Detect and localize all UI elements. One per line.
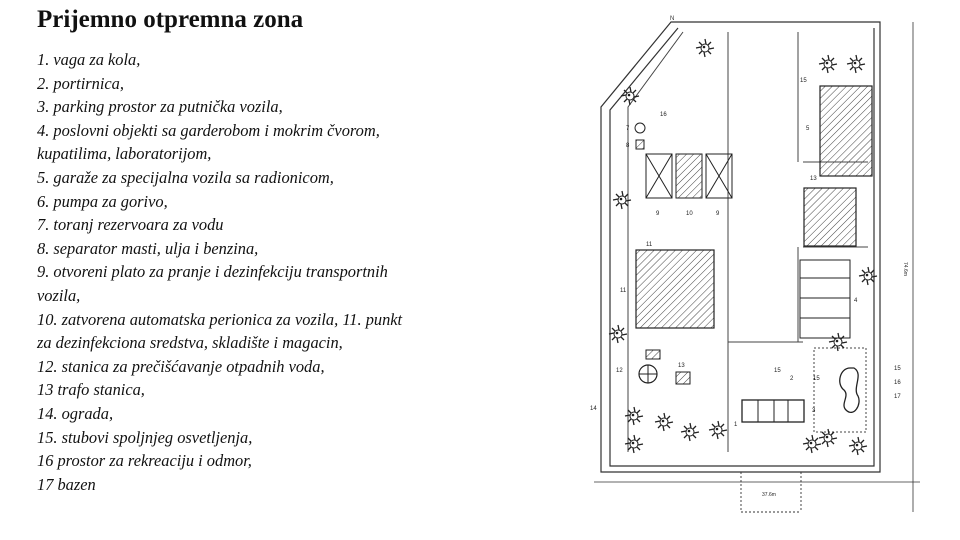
legend-item: 16 prostor za rekreaciju i odmor, — [37, 451, 252, 471]
legend-item: 13 trafo stanica, — [37, 380, 145, 400]
label-15-top: 15 — [800, 78, 807, 84]
building-garages-5 — [820, 86, 872, 176]
legend-item: 1. vaga za kola, — [37, 50, 141, 69]
label-11-a: 11 — [646, 242, 653, 248]
legend-item: 12. stanica za prečišćavanje otpadnih voda, — [37, 356, 325, 376]
label-3: 3 — [812, 408, 816, 414]
legend-item: vozila, — [37, 285, 81, 305]
label-7: 7 — [626, 126, 630, 132]
north-mark: N — [670, 16, 675, 22]
page-title: Prijemno otpremna zona — [37, 6, 304, 33]
building-storage-11 — [636, 250, 714, 328]
label-5-top: 5 — [806, 126, 810, 132]
recreation-area-16 — [814, 348, 866, 432]
legend-item: 4. poslovni objekti sa garderobom i mokrim čvorom, — [37, 120, 380, 140]
legend-item: 10. zatvorena automatska perionica za vozila, 11. punkt — [37, 309, 403, 329]
label-10: 10 — [686, 211, 693, 217]
legend-item: kupatilima, laboratorijom, — [37, 144, 212, 164]
label-11-b: 11 — [620, 288, 627, 294]
pool-17 — [840, 368, 859, 412]
label-9: 9 — [656, 211, 660, 217]
label-17: 17 — [894, 394, 901, 400]
separator-8 — [636, 140, 644, 149]
label-8: 8 — [626, 143, 630, 149]
building-13 — [804, 188, 856, 246]
legend-item: 14. ograda, — [37, 403, 114, 423]
label-15-r2: 15 — [894, 366, 901, 372]
legend-item: 9. otvoreni plato za pranje i dezinfekciju transportnih — [37, 262, 388, 282]
label-16-r: 16 — [894, 380, 901, 386]
legend-item: 6. pumpa za gorivo, — [37, 191, 168, 211]
legend-item: 7. toranj rezervoara za vodu — [37, 215, 224, 235]
legend-item: 15. stubovi spoljnjeg osvetljenja, — [37, 427, 253, 447]
legend-item: 17 bazen — [37, 474, 96, 494]
legend-item: 3. parking prostor za putnička vozila, — [37, 97, 283, 117]
label-13-small: 13 — [678, 363, 685, 369]
label-13-right: 13 — [810, 176, 817, 182]
label-2: 2 — [790, 376, 794, 382]
parking-area-3 — [800, 260, 850, 338]
legend-list — [37, 48, 497, 496]
label-1: 1 — [734, 422, 738, 428]
label-14-left: 14 — [590, 406, 597, 412]
water-tower-7 — [635, 123, 645, 133]
legend-item: 2. portirnica, — [37, 73, 124, 93]
gatehouse-2 — [742, 400, 804, 422]
dimension-right: 74.6m — [902, 262, 908, 276]
site-plan-drawing — [588, 12, 920, 528]
label-4: 4 — [854, 298, 858, 304]
transformer-13 — [676, 372, 690, 384]
label-12: 12 — [616, 368, 623, 374]
label-9b: 9 — [716, 211, 720, 217]
washing-plates-9-10 — [646, 154, 732, 198]
label-15-mid: 15 — [774, 368, 781, 374]
legend-item: 5. garaže za specijalna vozila sa radionicom, — [37, 167, 334, 187]
legend-item: 8. separator masti, ulja i benzina, — [37, 238, 259, 258]
label-16-left: 16 — [660, 112, 667, 118]
label-15-r1: 15 — [813, 376, 820, 382]
legend-item: za dezinfekciona sredstva, skladište i magacin, — [37, 333, 343, 353]
dimension-bottom: 37.6m — [762, 492, 776, 498]
